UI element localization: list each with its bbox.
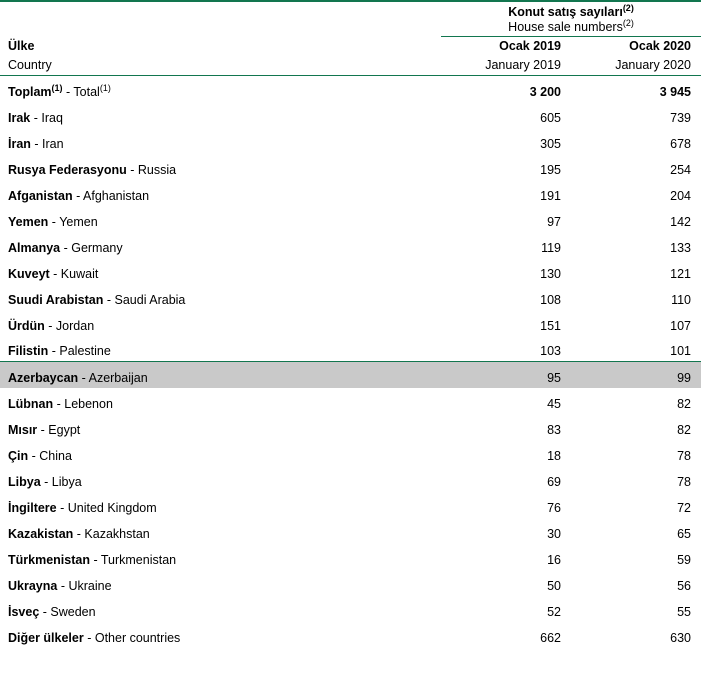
- row-value-1: 101: [670, 344, 691, 358]
- row-value-0: 662: [540, 630, 561, 645]
- row-value-1: 121: [670, 266, 691, 281]
- row-value-1: 56: [677, 578, 691, 593]
- row-value-0: 50: [547, 578, 561, 593]
- row-label: Rusya Federasyonu - Russia: [8, 162, 177, 177]
- row-label: İsveç - Sweden: [8, 604, 96, 619]
- table-row: [0, 414, 701, 440]
- row-value-0: 76: [547, 500, 561, 515]
- table-row: [0, 388, 701, 414]
- row-value-0: 305: [540, 136, 561, 151]
- row-value-1: 110: [671, 292, 691, 307]
- table-row: [0, 362, 701, 388]
- row-value-0: 30: [547, 526, 561, 541]
- column-header-row-tr: [0, 37, 701, 57]
- table-row: [0, 336, 701, 362]
- group-title-en-footnote: (2): [622, 17, 634, 28]
- row-value-1: 107: [670, 318, 691, 333]
- table-row: [0, 310, 701, 336]
- row-value-0: 16: [547, 552, 561, 567]
- row-label: Libya - Libya: [8, 474, 82, 489]
- row-label: Kuveyt - Kuwait: [8, 266, 99, 281]
- table-row: [0, 466, 701, 492]
- table-row: [0, 154, 701, 180]
- table-row: [0, 180, 701, 206]
- group-header-spacer: [0, 1, 441, 20]
- row-label: Ukrayna - Ukraine: [8, 578, 112, 593]
- row-label: Diğer ülkeler - Other countries: [8, 630, 181, 645]
- total-row-label: Toplam$^{(1)}$ - Total$^{(1)}$: [8, 82, 111, 99]
- row-value-0: 45: [547, 396, 561, 411]
- row-label: Türkmenistan - Turkmenistan: [8, 552, 177, 567]
- row-label: Ürdün - Jordan: [8, 318, 95, 333]
- row-value-0: 191: [540, 188, 561, 203]
- row-label: İngiltere - United Kingdom: [8, 500, 157, 515]
- table-row: [0, 492, 701, 518]
- row-value-1: 78: [677, 448, 691, 463]
- row-label: Mısır - Egypt: [8, 422, 81, 437]
- row-value-0: 83: [547, 422, 561, 437]
- row-label: Kazakistan - Kazakhstan: [8, 526, 150, 541]
- group-header-row: [0, 1, 701, 20]
- group-subheader-spacer: [0, 20, 441, 37]
- row-label: Almanya - Germany: [8, 240, 123, 255]
- table-row: [0, 258, 701, 284]
- table-row: [0, 102, 701, 128]
- row-label: Yemen - Yemen: [8, 214, 98, 229]
- row-value-1: 254: [670, 162, 691, 177]
- table-row: [0, 544, 701, 570]
- column-header-tr-0: Ocak 2019: [499, 39, 561, 53]
- row-value-1: 739: [670, 110, 691, 125]
- row-label: Lübnan - Lebenon: [8, 396, 113, 411]
- row-value-0: 69: [547, 474, 561, 489]
- table-row: [0, 128, 701, 154]
- row-value-0: 18: [547, 448, 561, 463]
- row-value-1: 82: [677, 396, 691, 411]
- stub-header-tr: Ülke: [8, 39, 35, 53]
- row-label: Afganistan - Afghanistan: [8, 188, 150, 203]
- row-value-1: 678: [670, 136, 691, 151]
- row-value-1: 59: [677, 552, 691, 567]
- table-row: [0, 206, 701, 232]
- column-header-row-en: [0, 56, 701, 76]
- table-body: [0, 76, 701, 648]
- group-title-tr-text: Konut satış sayıları: [508, 5, 623, 19]
- row-value-0: 97: [547, 214, 561, 229]
- row-value-0: 52: [547, 604, 561, 619]
- column-header-en-0: January 2019: [441, 56, 571, 76]
- row-value-1: 142: [670, 214, 691, 229]
- row-value-0: 95: [441, 362, 571, 388]
- row-value-1: 55: [677, 604, 691, 619]
- row-label: Filistin - Palestine: [8, 344, 111, 358]
- row-value-0: 151: [540, 318, 561, 333]
- row-label: Çin - China: [8, 448, 72, 463]
- row-value-1: 133: [670, 240, 691, 255]
- row-value-0: 195: [540, 162, 561, 177]
- group-title-tr-footnote: (2): [622, 2, 634, 13]
- table-row-total: [0, 76, 701, 102]
- group-subheader-row: [0, 20, 701, 37]
- row-label: Suudi Arabistan - Saudi Arabia: [8, 292, 186, 307]
- total-row-value-0: 3 200: [529, 84, 561, 99]
- column-header-en-1: January 2020: [571, 56, 701, 76]
- table-row: [0, 596, 701, 622]
- row-label: Azerbaycan - Azerbaijan: [0, 362, 441, 388]
- total-row-value-1: 3 945: [659, 84, 691, 99]
- table-row: [0, 570, 701, 596]
- row-value-1: 65: [677, 526, 691, 541]
- table-row: [0, 518, 701, 544]
- row-value-0: 130: [540, 266, 561, 281]
- row-value-1: 82: [677, 422, 691, 437]
- stub-header-en: Country: [0, 56, 441, 76]
- row-value-1: 78: [677, 474, 691, 489]
- row-value-1: 72: [677, 500, 691, 515]
- group-header-title-tr: [441, 1, 701, 20]
- row-value-0: 119: [541, 240, 561, 255]
- row-label: İran - Iran: [8, 136, 64, 151]
- row-value-1: 630: [670, 630, 691, 645]
- row-value-0: 605: [540, 110, 561, 125]
- table-row: [0, 622, 701, 648]
- group-title-en-text: House sale numbers: [508, 20, 623, 34]
- group-header-title-en: [441, 17, 701, 37]
- row-value-0: 108: [540, 292, 561, 307]
- row-label: Irak - Iraq: [8, 110, 63, 125]
- table-header: [0, 1, 701, 76]
- table-row: [0, 232, 701, 258]
- row-value-1: 204: [670, 188, 691, 203]
- column-header-tr-1: Ocak 2020: [629, 39, 691, 53]
- row-value-1: 99: [571, 362, 701, 388]
- table-row: [0, 284, 701, 310]
- table-row: [0, 440, 701, 466]
- row-value-0: 103: [540, 344, 561, 358]
